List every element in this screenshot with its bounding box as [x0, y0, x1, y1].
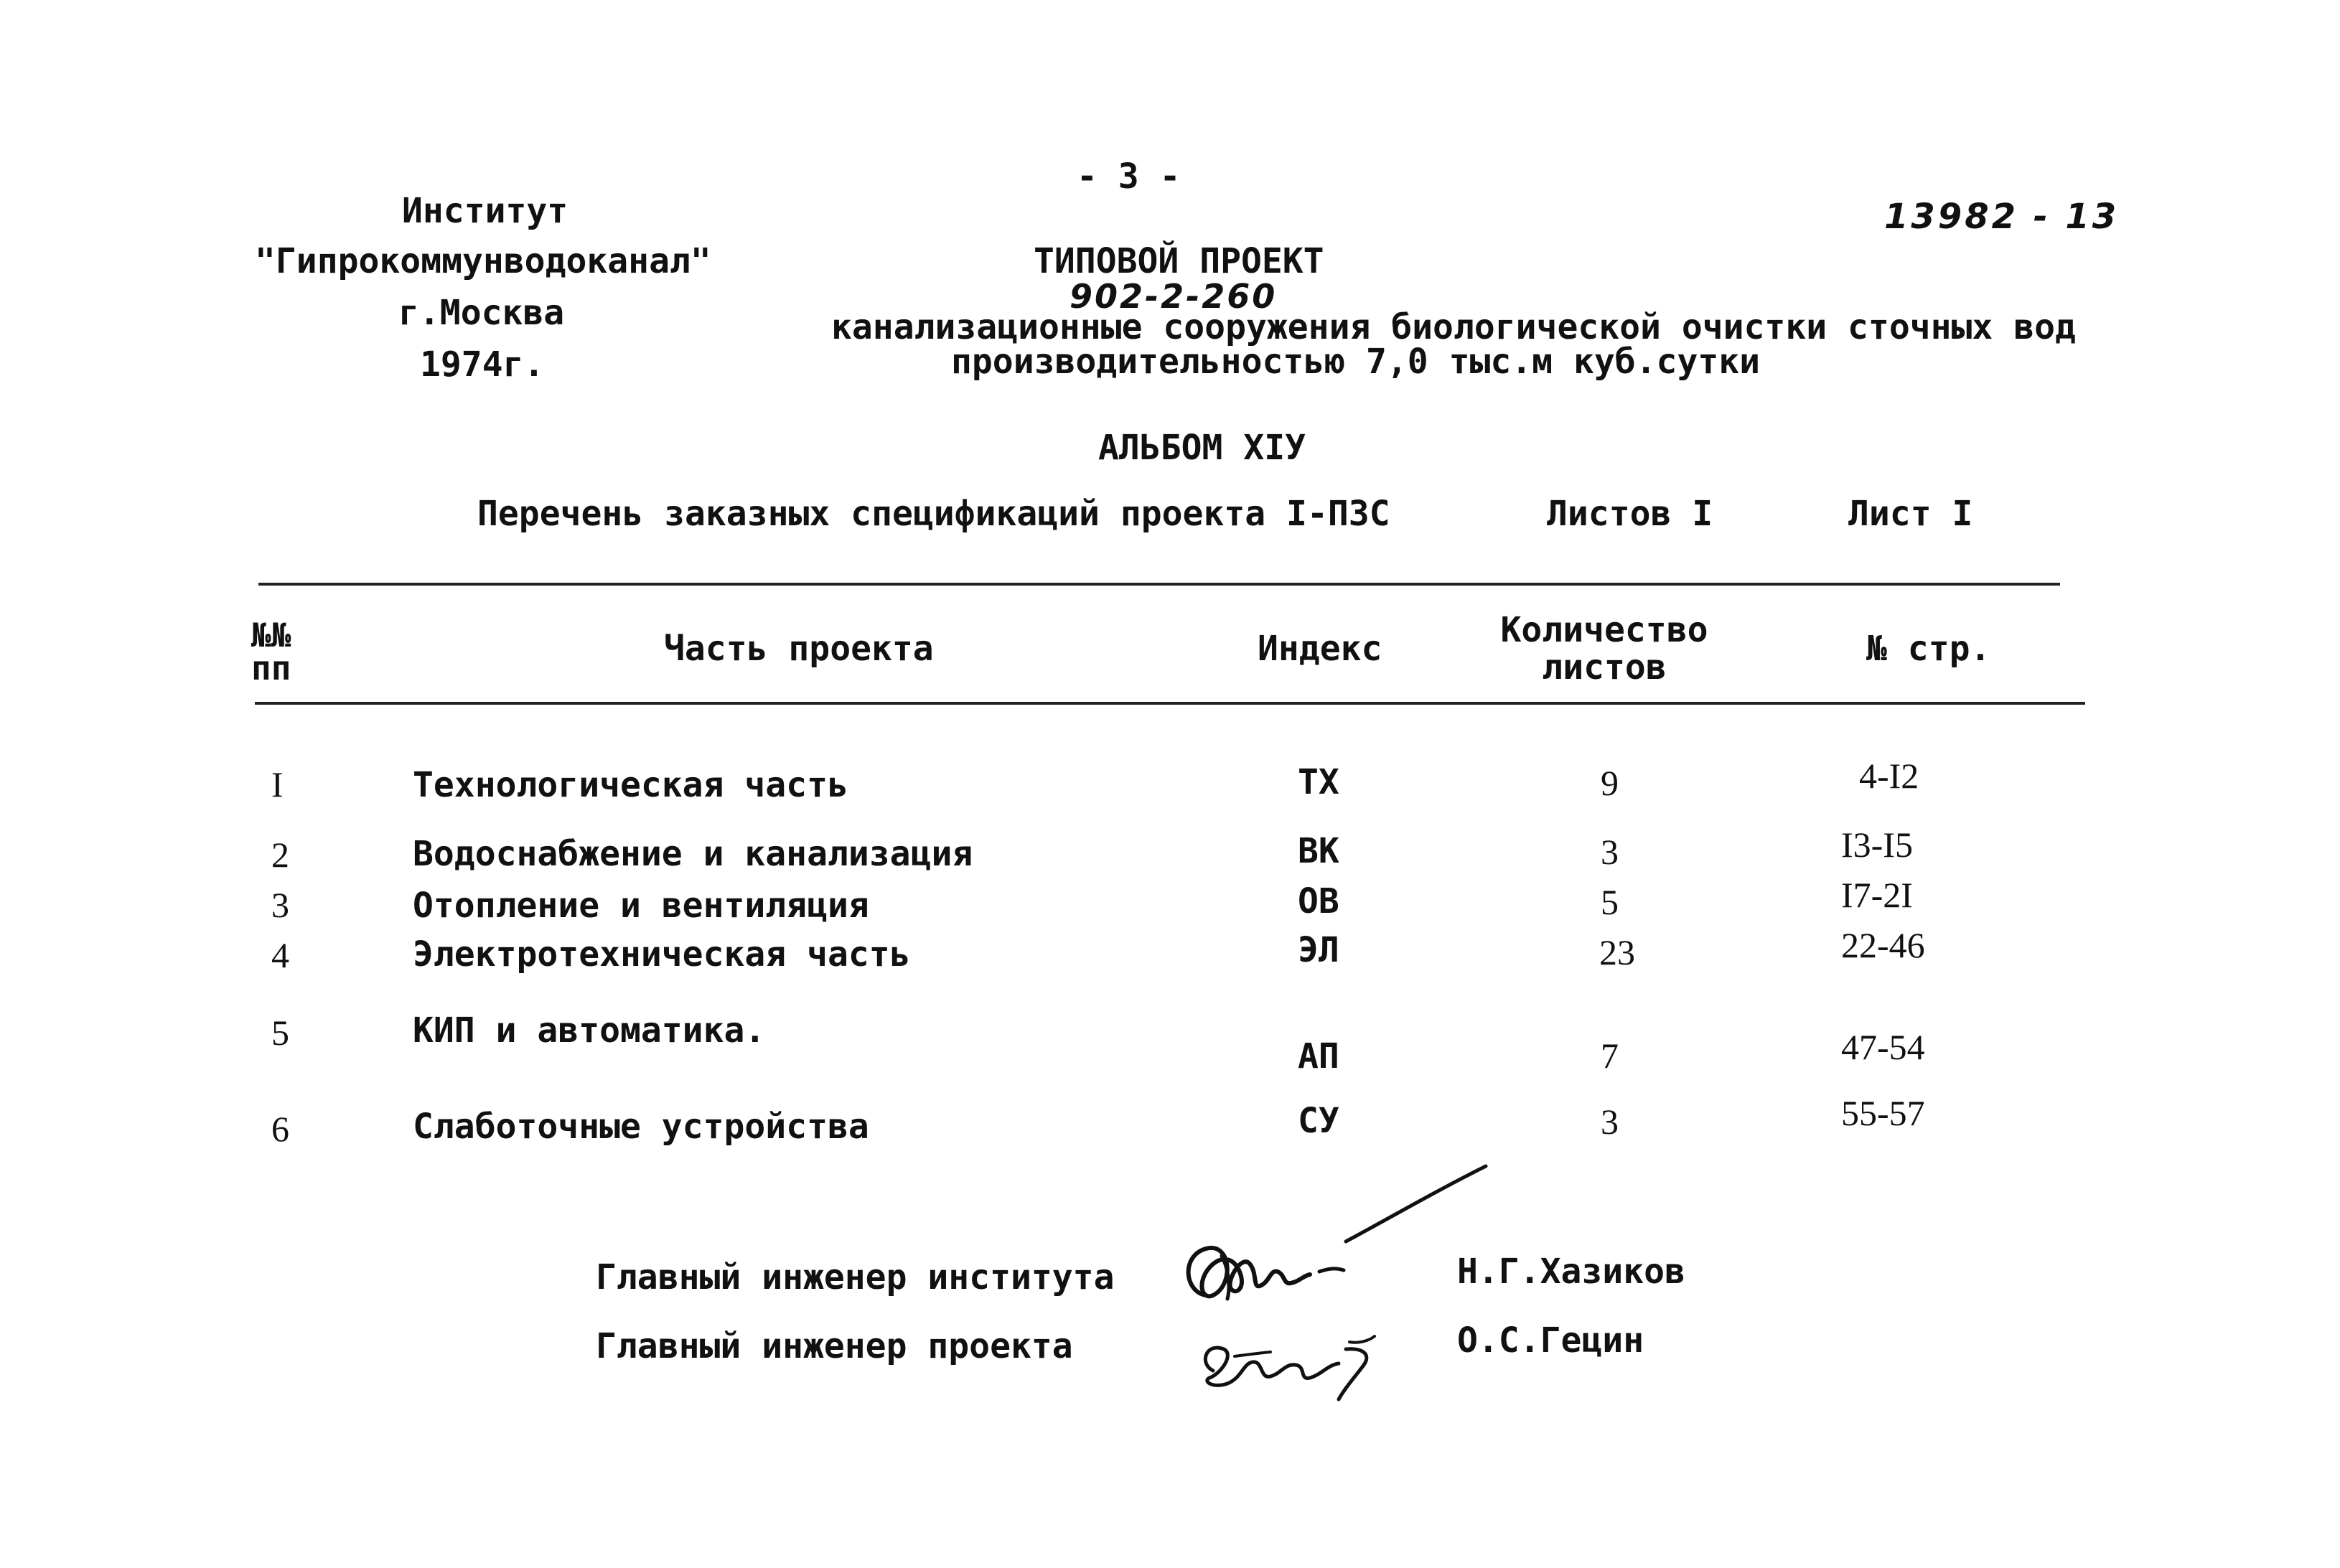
- row-sheets: 3: [1601, 832, 1619, 872]
- signature-role-institute: Главный инженер института: [596, 1257, 1115, 1297]
- row-number: 4: [271, 935, 289, 975]
- row-sheets: 5: [1601, 882, 1619, 922]
- row-sheets: 7: [1601, 1036, 1619, 1076]
- project-title-line1: канализационные сооружения биологической очистки сточных вод: [831, 307, 2076, 347]
- row-index: ОВ: [1298, 881, 1339, 921]
- col-header-sheets: [1497, 611, 1712, 686]
- row-number: 2: [271, 835, 289, 875]
- row-pages: 47-54: [1841, 1027, 1925, 1067]
- row-pages: 55-57: [1841, 1093, 1925, 1133]
- institute-label: Институт: [402, 191, 568, 231]
- row-number: 3: [271, 885, 289, 925]
- page-number: - 3 -: [1077, 156, 1181, 197]
- row-sheets: 9: [1601, 763, 1619, 803]
- row-number: I: [271, 764, 284, 804]
- row-pages: I7-2I: [1841, 875, 1913, 915]
- row-sheets: 3: [1601, 1102, 1619, 1142]
- row-part: КИП и автоматика.: [413, 1010, 766, 1051]
- row-part: Слаботочные устройства: [413, 1107, 869, 1147]
- row-number: 5: [271, 1013, 289, 1053]
- col-header-number: [251, 616, 316, 687]
- row-part: Водоснабжение и канализация: [413, 834, 973, 874]
- handwritten-signature-chief-engineer: [1163, 1148, 1493, 1320]
- col-header-pages: № стр.: [1866, 629, 1991, 669]
- col-header-index: Индекс: [1258, 629, 1382, 669]
- row-index: ВК: [1298, 831, 1339, 871]
- table-header-rule: [255, 702, 2085, 705]
- row-index: ЭЛ: [1298, 930, 1339, 970]
- signature-name-project: О.С.Гецин: [1457, 1320, 1644, 1361]
- row-pages: I3-I5: [1841, 825, 1913, 865]
- row-pages: 22-46: [1841, 925, 1925, 965]
- row-index: ТХ: [1298, 762, 1339, 802]
- row-pages: 4-I2: [1859, 756, 1919, 796]
- col-header-number-text: №№ пп: [251, 616, 291, 687]
- table-top-rule: [258, 583, 2060, 586]
- project-title-line2: производительностью 7,0 тыс.м куб.сутки: [951, 342, 1761, 382]
- sheets-total: Листов I: [1547, 494, 1713, 534]
- row-index: АП: [1298, 1036, 1339, 1076]
- row-part: Отопление и вентиляция: [413, 886, 869, 926]
- institute-name: "Гипрокоммунводоканал": [255, 241, 711, 281]
- document-number: 13982 - 13: [1884, 197, 2120, 237]
- signature-role-project: Главный инженер проекта: [596, 1326, 1073, 1366]
- row-part: Электротехническая часть: [413, 934, 911, 975]
- handwritten-signature-project-engineer: [1192, 1320, 1393, 1407]
- col-header-part: Часть проекта: [664, 629, 934, 669]
- sheet-current: Лист I: [1848, 494, 1973, 534]
- row-sheets: 23: [1599, 932, 1635, 972]
- row-index: СУ: [1298, 1101, 1339, 1141]
- col-header-sheets-text: Количество листов: [1500, 610, 1708, 687]
- institute-city: г.Москва: [398, 293, 565, 333]
- row-part: Технологическая часть: [413, 765, 848, 805]
- signature-name-institute: Н.Г.Хазиков: [1457, 1252, 1685, 1292]
- project-type: ТИПОВОЙ ПРОЕКТ: [1034, 241, 1324, 281]
- institute-year: 1974г.: [420, 344, 545, 385]
- list-title: Перечень заказных спецификаций проекта I-ПЗС: [477, 494, 1390, 534]
- row-number: 6: [271, 1109, 289, 1149]
- project-code: 902-2-260: [1070, 277, 1278, 316]
- album-title: АЛЬБОМ XIУ: [1098, 428, 1306, 468]
